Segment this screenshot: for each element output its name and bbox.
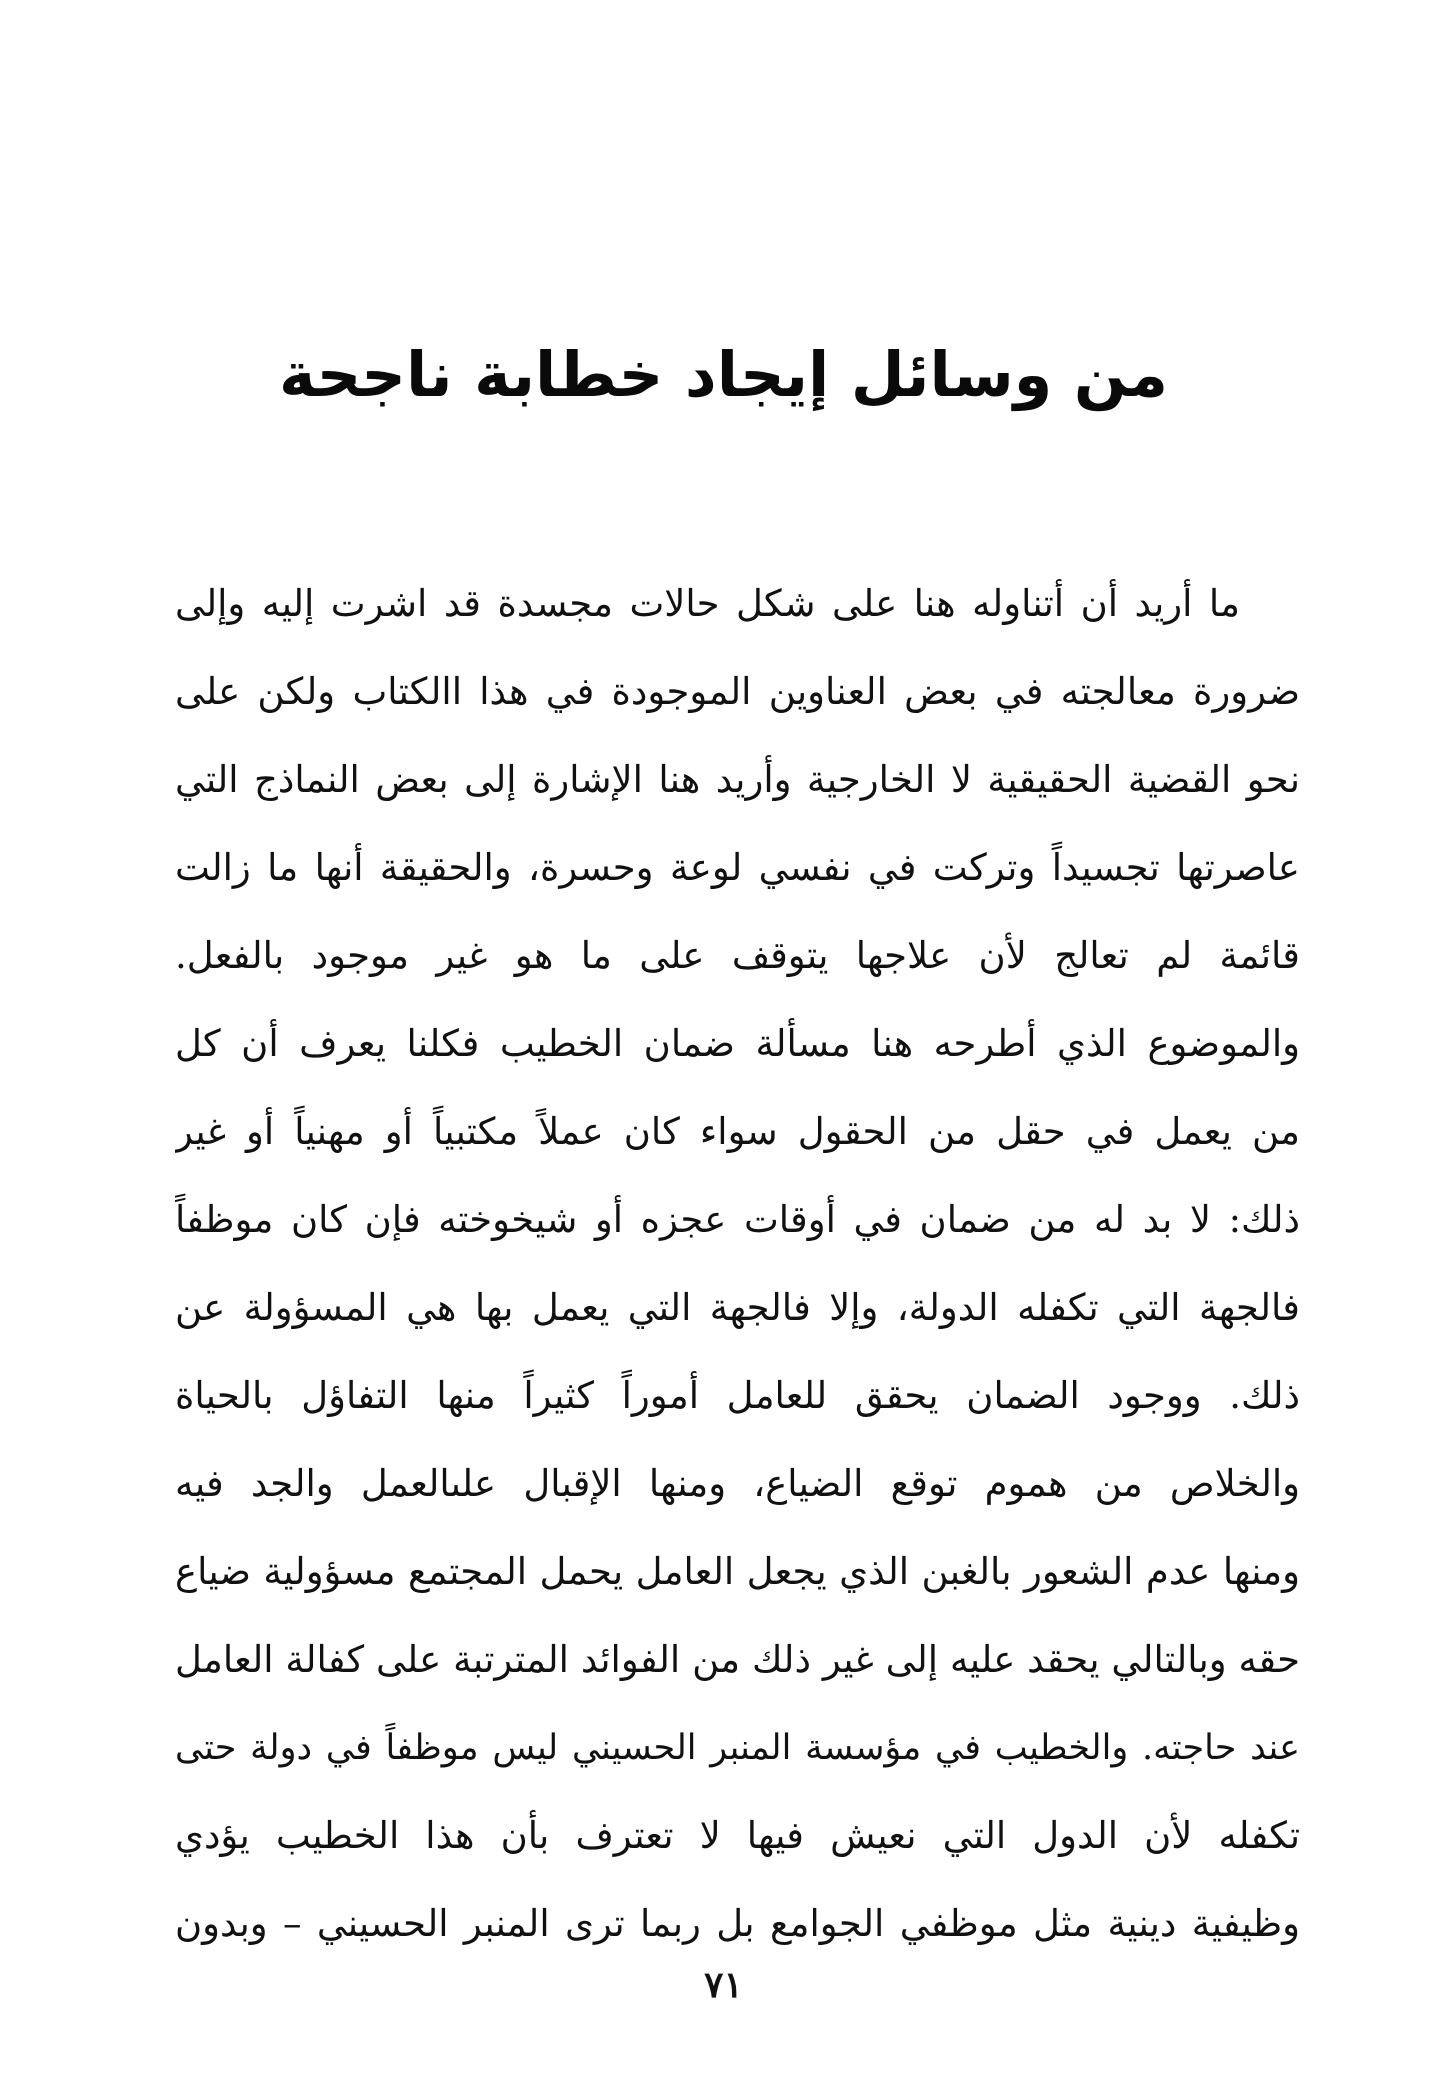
page-title: من وسائل إيجاد خطابة ناجحة — [278, 338, 1168, 411]
text-line: من يعمل في حقل من الحقول سواء كان عملاً مكتبياً أو مهنياً أو غير — [175, 1110, 1300, 1153]
text-line: ذلك. ووجود الضمان يحقق للعامل أموراً كثيراً منها التفاؤل بالحياة — [175, 1374, 1300, 1417]
page-number: ٧١ — [704, 1964, 743, 2006]
text-line: قائمة لم تعالج لأن علاجها يتوقف على ما هو غير موجود بالفعل. — [175, 934, 1300, 977]
text-line: وظيفية دينية مثل موظفي الجوامع بل ربما ترى المنبر الحسيني – وبدون — [175, 1902, 1300, 1945]
text-line: ذلك: لا بد له من ضمان في أوقات عجزه أو شيخوخته فإن كان موظفاً — [175, 1198, 1300, 1241]
text-line: ما أريد أن أتناوله هنا على شكل حالات مجسدة قد اشرت إليه وإلى — [175, 582, 1240, 625]
text-line: ومنها عدم الشعور بالغبن الذي يجعل العامل يحمل المجتمع مسؤولية ضياع — [175, 1550, 1300, 1593]
text-line: عند حاجته. والخطيب في مؤسسة المنبر الحسيني ليس موظفاً في دولة حتى — [175, 1728, 1300, 1768]
text-line: ضرورة معالجته في بعض العناوين الموجودة في هذا االكتاب ولكن على — [175, 670, 1300, 713]
text-line: نحو القضية الحقيقية لا الخارجية وأريد هنا الإشارة إلى بعض النماذج التي — [175, 758, 1300, 801]
text-line: حقه وبالتالي يحقد عليه إلى غير ذلك من الفوائد المترتبة على كفالة العامل — [175, 1638, 1300, 1681]
text-line: تكفله لأن الدول التي نعيش فيها لا تعترف بأن هذا الخطيب يؤدي — [175, 1814, 1300, 1857]
text-line: عاصرتها تجسيداً وتركت في نفسي لوعة وحسرة، والحقيقة أنها ما زالت — [175, 846, 1300, 889]
text-line: والموضوع الذي أطرحه هنا مسألة ضمان الخطيب فكلنا يعرف أن كل — [175, 1022, 1300, 1065]
body-paragraph — [175, 560, 1300, 1968]
text-line: فالجهة التي تكفله الدولة، وإلا فالجهة التي يعمل بها هي المسؤولة عن — [175, 1286, 1300, 1329]
text-line: والخلاص من هموم توقع الضياع، ومنها الإقبال علىالعمل والجد فيه — [175, 1462, 1300, 1505]
